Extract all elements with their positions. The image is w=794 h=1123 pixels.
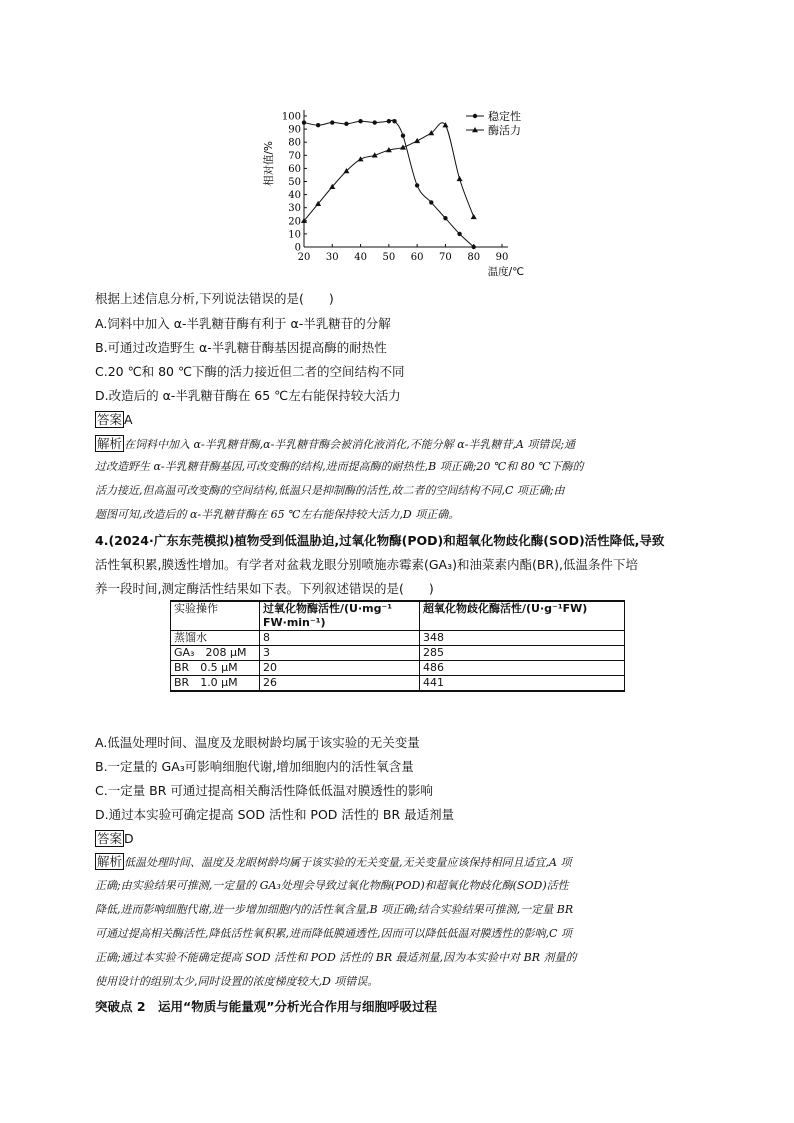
table-row xyxy=(171,661,625,676)
x-tick-label: 30 xyxy=(325,252,339,263)
y-tick-label: 60 xyxy=(288,163,301,175)
q3-exp-text-4: 题图可知,改造后的 α-半乳糖苷酶在 65 ℃左右能保持较大活力,D 项正确。 xyxy=(95,508,460,521)
data-point-circle xyxy=(457,232,461,236)
q4-exp-text-5: 正确;通过本实验不能确定提高 SOD 活性和 POD 活性的 BR 最适剂量,因为本实验中对 BR 剂量的 xyxy=(95,951,577,964)
pod-header-2: FW·min⁻¹) xyxy=(263,616,326,629)
x-tick-label: 20 xyxy=(297,252,311,263)
q4-option-c: C.一定量 BR 可通过提高相关酶活性降低低温对膜透性的影响 xyxy=(95,783,433,798)
y-tick-label: 70 xyxy=(288,150,301,162)
data-point-circle xyxy=(415,183,419,187)
data-point-triangle xyxy=(414,138,420,143)
data-point-circle xyxy=(392,119,396,123)
table-header-cell xyxy=(260,601,420,631)
q4-stem-2: 活性氧积累,膜透性增加。有学者对盆栽龙眼分别喷施赤霉素(GA₃)和油菜素内酯(BR),低温条件下培 xyxy=(95,557,638,572)
table-cell: 441 xyxy=(420,676,625,692)
y-tick-label: 20 xyxy=(288,216,301,228)
q3-stem: 根据上述信息分析,下列说法错误的是( ) xyxy=(95,291,334,306)
table-cell: 26 xyxy=(260,676,420,692)
answer-value: D xyxy=(124,831,134,846)
data-point-circle xyxy=(344,122,348,126)
y-tick-label: 100 xyxy=(281,111,301,123)
table-row xyxy=(171,631,625,646)
table-row xyxy=(171,646,625,661)
answer-label: 答案 xyxy=(97,831,123,846)
y-tick-label: 50 xyxy=(288,177,301,188)
pod-header-1: 过氧化物酶活性/(U·mg⁻¹ xyxy=(263,602,393,615)
table-header-cell: 实验操作 xyxy=(171,601,260,631)
series-line-2 xyxy=(304,123,474,221)
answer-value: A xyxy=(124,412,133,427)
q4-stem-text-1: 4.(2024·广东东莞模拟)植物受到低温胁迫,过氧化物酶(POD)和超氧化物歧化酶(SOD)活性降低,导致 xyxy=(95,533,665,548)
x-tick-label: 60 xyxy=(410,252,424,263)
table-row xyxy=(171,676,625,692)
q4-option-a: A.低温处理时间、温度及龙眼树龄均属于该实验的无关变量 xyxy=(95,735,420,750)
y-tick-label: 10 xyxy=(288,229,301,241)
q4-exp-text-1: 低温处理时间、温度及龙眼树龄均属于该实验的无关变量,无关变量应该保持相同且适宜,A 项 xyxy=(124,856,572,869)
legend-marker-circle xyxy=(473,114,477,118)
table-cell: 486 xyxy=(420,661,625,676)
table-cell: BR 1.0 μM xyxy=(171,676,260,692)
q4-answer xyxy=(95,831,134,847)
table-cell: 20 xyxy=(260,661,420,676)
data-point-circle xyxy=(387,119,391,123)
data-point-triangle xyxy=(471,214,477,219)
q3-exp-text-1: 在饲料中加入 α-半乳糖苷酶,α-半乳糖苷酶会被消化液消化,不能分解 α-半乳糖苷,A 项错误;通 xyxy=(124,438,576,451)
q3-option-a: A.饲料中加入 α-半乳糖苷酶有利于 α-半乳糖苷的分解 xyxy=(95,316,391,331)
q4-option-b: B.一定量的 GA₃可影响细胞代谢,增加细胞内的活性氧含量 xyxy=(95,759,414,774)
y-tick-label: 80 xyxy=(288,137,301,149)
q4-stem-3: 养一段时间,测定酶活性结果如下表。下列叙述错误的是( ) xyxy=(95,581,434,596)
q4-exp-text-6: 使用设计的组别太少,同时设置的浓度梯度较大,D 项错误。 xyxy=(95,975,379,988)
table-cell: 蒸馏水 xyxy=(171,631,260,646)
data-point-triangle xyxy=(358,156,364,161)
q3-exp-text-2: 过改造野生 α-半乳糖苷酶基因,可改变酶的结构,进而提高酶的耐热性,B 项正确;20 ℃和 80 ℃下酶的 xyxy=(95,460,584,473)
data-point-circle xyxy=(330,120,334,124)
explanation-label: 解析 xyxy=(97,854,123,869)
data-point-triangle xyxy=(457,176,463,181)
y-tick-label: 40 xyxy=(288,190,301,202)
data-point-circle xyxy=(358,119,362,123)
table-header-cell: 超氧化物歧化酶活性/(U·g⁻¹FW) xyxy=(420,601,625,631)
data-point-circle xyxy=(316,123,320,127)
q3-answer xyxy=(95,412,133,428)
y-tick-label: 90 xyxy=(288,124,301,136)
q4-option-d: D.通过本实验可确定提高 SOD 活性和 POD 活性的 BR 最适剂量 xyxy=(95,807,455,822)
legend-label: 稳定性 xyxy=(488,110,521,123)
table-cell: 285 xyxy=(420,646,625,661)
q4-exp-text-4: 可通过提高相关酶活性,降低活性氧积累,进而降低膜通透性,因而可以降低低温对膜透性的影响,C 项 xyxy=(95,927,572,940)
table-cell: GA₃ 208 μM xyxy=(171,646,260,661)
x-tick-label: 80 xyxy=(467,252,481,263)
table-cell: 8 xyxy=(260,631,420,646)
q4-exp-text-2: 正确;由实验结果可推测,一定量的 GA₃处理会导致过氧化物酶(POD)和超氧化物歧化酶(SOD)活性 xyxy=(95,879,569,892)
series-line-1 xyxy=(304,120,474,247)
y-axis-label: 相对值/% xyxy=(263,140,275,187)
data-point-circle xyxy=(472,245,476,249)
data-point-circle xyxy=(443,216,447,220)
table-cell: BR 0.5 μM xyxy=(171,661,260,676)
legend-label: 酶活力 xyxy=(488,124,521,137)
data-point-circle xyxy=(373,120,377,124)
q3-option-c: C.20 ℃和 80 ℃下酶的活力接近但二者的空间结构不同 xyxy=(95,364,405,379)
q4-exp-text-3: 降低,进而影响细胞代谢,进一步增加细胞内的活性氧含量,B 项正确;结合实验结果可推测,一定量 BR xyxy=(95,903,574,916)
x-tick-label: 40 xyxy=(354,252,367,263)
enzyme-table xyxy=(170,600,625,692)
q4-stem-1 xyxy=(95,533,664,549)
section-heading: 突破点 2 运用“物质与能量观”分析光合作用与细胞呼吸过程 xyxy=(95,999,437,1014)
table-cell: 348 xyxy=(420,631,625,646)
table-cell: 3 xyxy=(260,646,420,661)
x-tick-label: 90 xyxy=(495,252,509,263)
data-point-circle xyxy=(429,200,433,204)
enzyme-chart xyxy=(258,96,558,282)
table-header-row xyxy=(171,601,625,631)
x-tick-label: 50 xyxy=(382,252,396,263)
x-axis-label: 温度/℃ xyxy=(487,266,524,278)
data-point-circle xyxy=(302,120,306,124)
answer-label: 答案 xyxy=(97,412,123,427)
explanation-label: 解析 xyxy=(97,436,123,451)
q3-option-b: B.可通过改造野生 α-半乳糖苷酶基因提高酶的耐热性 xyxy=(95,340,387,355)
y-tick-label: 0 xyxy=(294,242,301,254)
x-tick-label: 70 xyxy=(439,252,452,263)
q3-explanation-line xyxy=(95,437,575,452)
data-point-circle xyxy=(401,133,405,137)
q4-explanation-line xyxy=(95,855,571,870)
q3-option-d: D.改造后的 α-半乳糖苷酶在 65 ℃左右能保持较大活力 xyxy=(95,388,401,403)
q3-exp-text-3: 活力接近,但高温可改变酶的空间结构,低温只是抑制酶的活性,故二者的空间结构不同,C 项正确;由 xyxy=(95,484,565,497)
y-tick-label: 30 xyxy=(288,203,301,215)
